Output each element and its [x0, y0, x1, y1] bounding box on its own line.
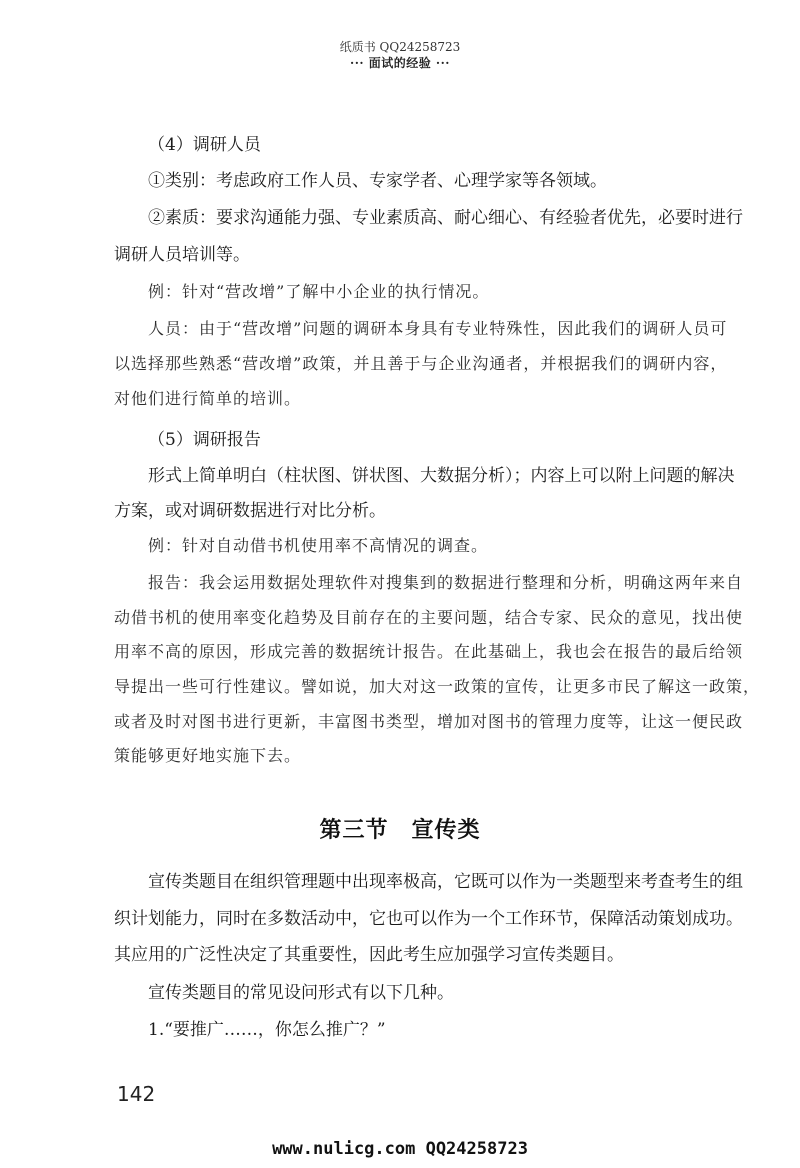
- subsection-heading: （4）调研人员: [148, 135, 261, 155]
- paragraph-line: ②素质：要求沟通能力强、专业素质高、耐心细心、有经验者优先，必要时进行: [148, 208, 743, 228]
- example-line: 报告：我会运用数据处理软件对搜集到的数据进行整理和分析，明确这两年来自: [148, 573, 744, 592]
- paragraph-line: 宣传类题目的常见设问形式有以下几种。: [148, 983, 454, 1003]
- example-line: 以选择那些熟悉“营改增”政策，并且善于与企业沟通者，并根据我们的调研内容，: [114, 354, 728, 373]
- paragraph-line: 宣传类题目在组织管理题中出现率极高，它既可以作为一类题型来考查考生的组: [148, 872, 743, 892]
- paragraph-line: 调研人员培训等。: [114, 245, 250, 265]
- example-line: 导提出一些可行性建议。譬如说，加大对这一政策的宣传，让更多市民了解这一政策，: [114, 677, 761, 696]
- example-line: 对他们进行简单的培训。: [114, 389, 302, 408]
- section-title: 第三节 宣传类: [319, 817, 481, 843]
- example-line: 例：针对自动借书机使用率不高情况的调查。: [148, 536, 489, 555]
- header-watermark: 纸质书 QQ24258723: [339, 40, 461, 54]
- example-line: 动借书机的使用率变化趋势及目前存在的主要问题，结合专家、民众的意见，找出使: [114, 608, 744, 627]
- paragraph-line: 织计划能力，同时在多数活动中，它也可以作为一个工作环节，保障活动策划成功。: [114, 909, 743, 929]
- example-line: 策能够更好地实施下去。: [114, 746, 302, 765]
- example-line: 例：针对“营改增”了解中小企业的执行情况。: [148, 282, 490, 301]
- subsection-heading: （5）调研报告: [148, 430, 261, 450]
- example-line: 人员：由于“营改增”问题的调研本身具有专业特殊性，因此我们的调研人员可: [148, 319, 728, 338]
- footer-watermark: www.nulicg.com QQ24258723: [272, 1139, 528, 1159]
- paragraph-line: ①类别：考虑政府工作人员、专家学者、心理学家等各领域。: [148, 171, 607, 191]
- paragraph-line: 方案，或对调研数据进行对比分析。: [114, 501, 386, 521]
- paragraph-line: 形式上简单明白（柱状图、饼状图、大数据分析）；内容上可以附上问题的解决: [148, 466, 735, 486]
- example-line: 或者及时对图书进行更新，丰富图书类型，增加对图书的管理力度等，让这一便民政: [114, 712, 744, 731]
- paragraph-line: 其应用的广泛性决定了其重要性，因此考生应加强学习宣传类题目。: [114, 945, 624, 965]
- example-line: 用率不高的原因，形成完善的数据统计报告。在此基础上，我也会在报告的最后给领: [114, 642, 744, 661]
- running-header: ··· 面试的经验 ···: [350, 56, 450, 70]
- list-item: 1.“要推广……，你怎么推广？”: [148, 1020, 386, 1040]
- page-number: 142: [117, 1082, 156, 1106]
